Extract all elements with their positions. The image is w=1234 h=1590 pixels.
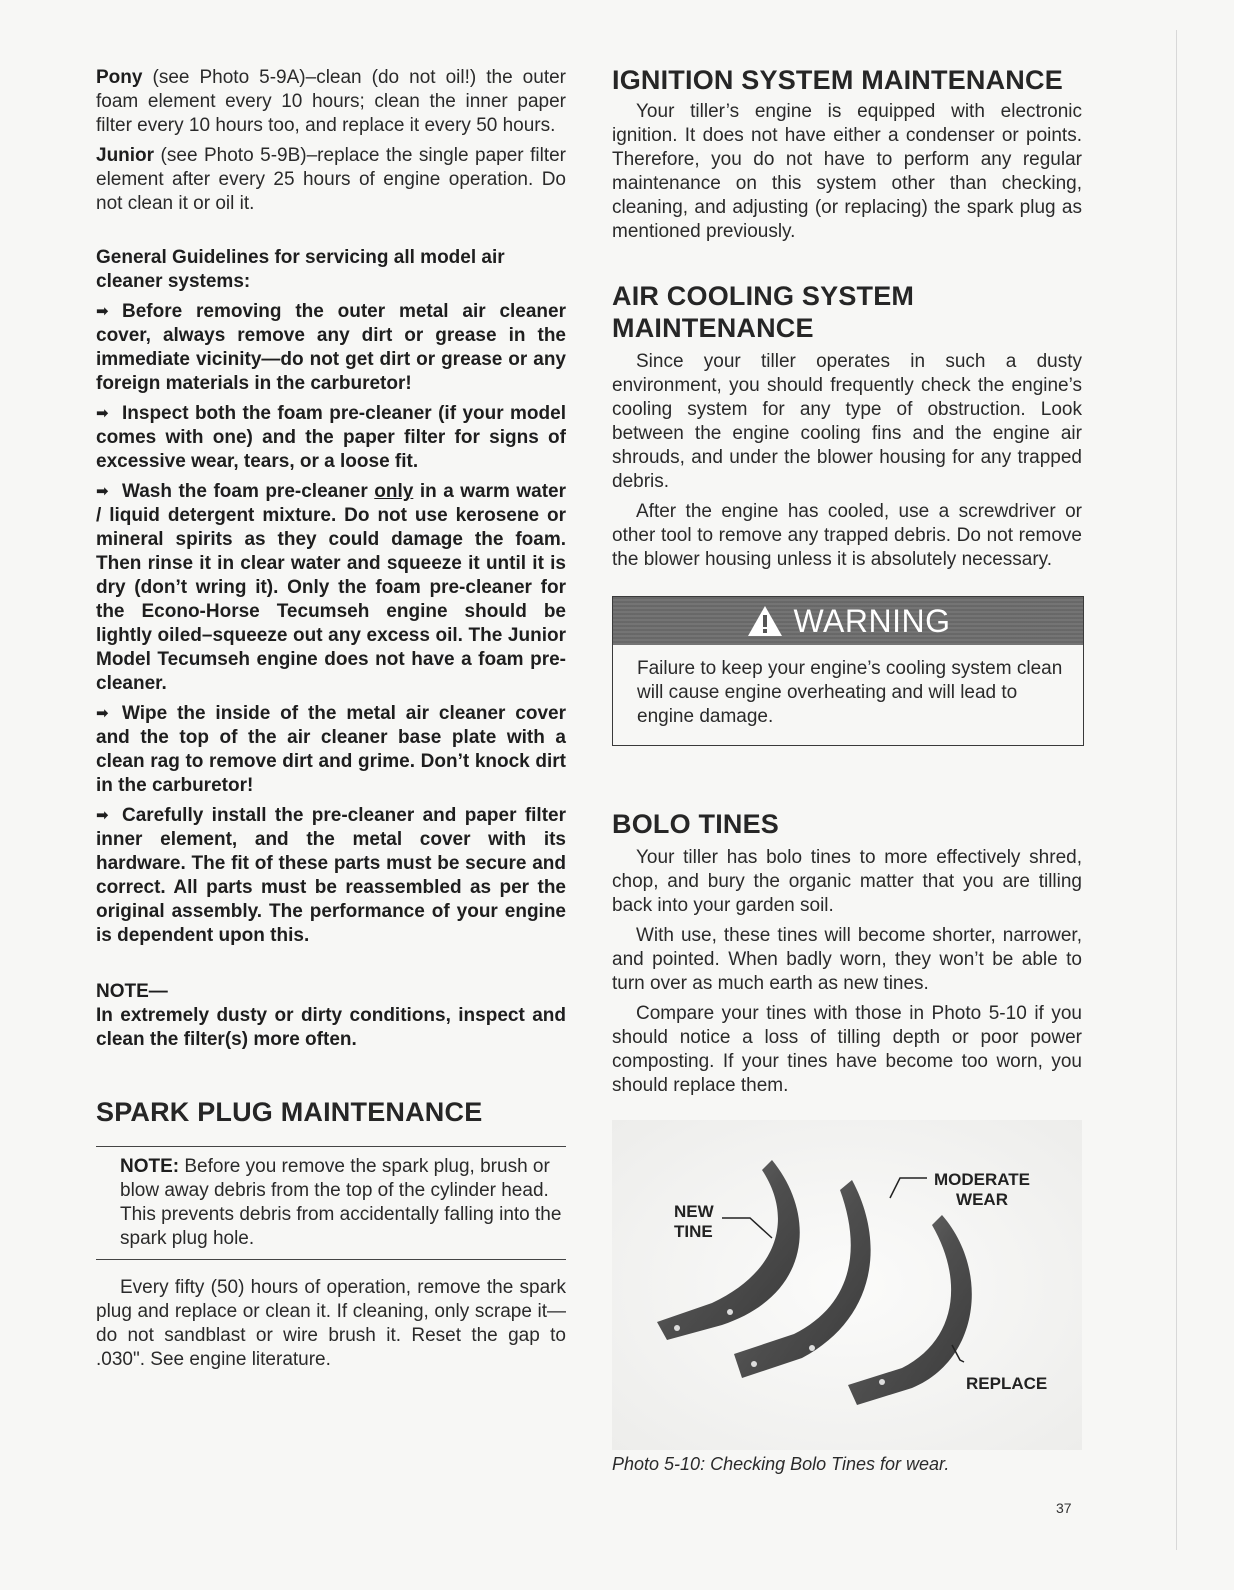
right-column xyxy=(612,64,1082,1476)
page-edge-line xyxy=(1176,30,1177,1550)
warning-triangle-icon xyxy=(746,604,784,638)
pony-label: Pony xyxy=(96,67,143,88)
spark-plug-heading: SPARK PLUG MAINTENANCE xyxy=(96,1097,483,1127)
bullet-text: Carefully install the pre-cleaner and paper filter inner element, and the metal cover with its hardware. The fit of these parts must be secure and correct. All parts must be reassembled as per the original assembly. The performance of your engine is dependent upon this. xyxy=(96,805,566,946)
photo-caption: Photo 5-10: Checking Bolo Tines for wear. xyxy=(612,1454,950,1474)
junior-paragraph xyxy=(96,144,566,216)
guidelines-heading: General Guidelines for servicing all model air cleaner systems: xyxy=(96,247,505,292)
ignition-paragraph: Your tiller’s engine is equipped with electronic ignition. It does not have either a condenser or points. Therefore, you do not have to perform any regular maintenance on this system other than checking, cleaning, and adjusting (or replacing) the spark plug as mentioned previously. xyxy=(612,101,1082,242)
moderate-wear-label-line2: WEAR xyxy=(956,1190,1008,1209)
air-cooling-paragraph-1: Since your tiller operates in such a dusty environment, you should frequently check the engine’s cooling system for any type of obstruction. Look between the engine cooling fins and the engine air shrouds, and under the blower housing for any trapped debris. xyxy=(612,351,1082,492)
bullet-text: Inspect both the foam pre-cleaner (if your model comes with one) and the paper filter for signs of excessive wear, tears, or a loose fit. xyxy=(96,403,566,472)
arrow-bullet-icon: ➡ xyxy=(96,705,109,722)
bolo-paragraph-2: With use, these tines will become shorter, narrower, and pointed. When badly worn, they won’t be able to turn over as much earth as new tines. xyxy=(612,925,1082,994)
bolo-paragraph-3: Compare your tines with those in Photo 5-10 if you should notice a loss of tilling depth or poor power composting. If your tines have become too worn, you should replace them. xyxy=(612,1003,1082,1096)
new-tine-label-line1: NEW xyxy=(674,1202,714,1221)
warning-title: WARNING xyxy=(793,602,951,639)
bullet-text-pre: Wash the foam pre-cleaner xyxy=(122,481,375,502)
junior-text: (see Photo 5-9B)–replace the single paper filter element after every 25 hours of engine operation. Do not clean it or oil it. xyxy=(96,145,566,214)
bolo-tines-heading: BOLO TINES xyxy=(612,809,780,839)
warning-text: Failure to keep your engine’s cooling system clean will cause engine overheating and will lead to engine damage. xyxy=(637,658,1063,727)
bullet-item xyxy=(96,300,566,396)
note-text: In extremely dusty or dirty conditions, inspect and clean the filter(s) more often. xyxy=(96,1005,566,1050)
page-number: 37 xyxy=(1056,1500,1072,1516)
arrow-bullet-icon: ➡ xyxy=(96,807,109,824)
spark-note-label: NOTE: xyxy=(120,1156,180,1177)
air-cooling-heading: AIR COOLING SYSTEM MAINTENANCE xyxy=(612,281,915,343)
arrow-bullet-icon: ➡ xyxy=(96,405,109,422)
bullet-item xyxy=(96,702,566,798)
pony-text: (see Photo 5-9A)–clean (do not oil!) the outer foam element every 10 hours; clean the inner paper filter every 10 hours too, and replace it every 50 hours. xyxy=(96,67,566,136)
junior-label: Junior xyxy=(96,145,155,166)
ignition-heading: IGNITION SYSTEM MAINTENANCE xyxy=(612,65,1063,95)
bolo-tines-photo xyxy=(612,1120,1082,1450)
spark-note-box xyxy=(96,1146,566,1260)
arrow-bullet-icon: ➡ xyxy=(96,483,109,500)
bullet-item xyxy=(96,402,566,474)
arrow-bullet-icon: ➡ xyxy=(96,303,109,320)
spark-paragraph: Every fifty (50) hours of operation, remove the spark plug and replace or clean it. If cleaning, only scrape it—do not sandblast or wire brush it. Reset the gap to .030". See engine literature. xyxy=(96,1277,566,1370)
bullet-text-underline: only xyxy=(374,481,414,502)
new-tine-label xyxy=(674,1202,714,1242)
left-column xyxy=(96,66,566,1372)
spark-note-text: Before you remove the spark plug, brush or blow away debris from the top of the cylinder head. This prevents debris from accidentally falling into the spark plug hole. xyxy=(120,1156,562,1249)
bullet-text-post: in a warm water / liquid detergent mixture. Do not use kerosene or mineral spirits as they could damage the foam. Then rinse it in clear water and squeeze it until it is dry (don’t wring it). Only the foam pre-cleaner for the Econo-Horse Tecumseh engine should be lightly oiled–squeeze out any excess oil. The Junior Model Tecumseh engine does not have a foam pre-cleaner. xyxy=(96,481,566,694)
air-cooling-paragraph-2: After the engine has cooled, use a screwdriver or other tool to remove any trapped debris. Do not remove the blower housing unless it is absolutely necessary. xyxy=(612,501,1082,570)
bullet-item xyxy=(96,480,566,696)
replace-label: REPLACE xyxy=(966,1374,1048,1393)
warning-header xyxy=(613,597,1083,645)
new-tine-label-line2: TINE xyxy=(674,1222,713,1241)
warning-body xyxy=(613,645,1083,745)
bolo-paragraph-1: Your tiller has bolo tines to more effectively shred, chop, and bury the organic matter that you are tilling back into your garden soil. xyxy=(612,847,1082,916)
pony-paragraph xyxy=(96,66,566,138)
note-label: NOTE— xyxy=(96,981,168,1002)
spark-note xyxy=(120,1155,566,1251)
bullet-text: Wipe the inside of the metal air cleaner cover and the top of the air cleaner base plate with a clean rag to remove dirt and grime. Don’t knock dirt in the carburetor! xyxy=(96,703,566,796)
warning-box xyxy=(612,596,1084,746)
bullet-item xyxy=(96,804,566,948)
bullet-text: Before removing the outer metal air cleaner cover, always remove any dirt or grease in the immediate vicinity—do not get dirt or grease or any foreign materials in the carburetor! xyxy=(96,301,566,394)
moderate-wear-label-line1: MODERATE xyxy=(934,1170,1031,1189)
moderate-wear-label xyxy=(934,1170,1030,1210)
